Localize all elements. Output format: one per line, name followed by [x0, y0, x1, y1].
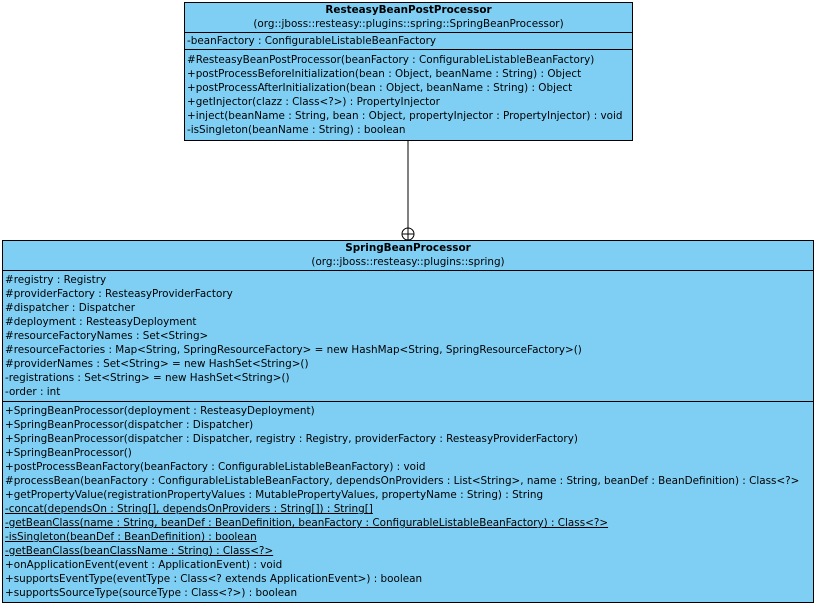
attribute-row[interactable]: -order : int	[5, 386, 61, 398]
operation-row[interactable]: +inject(beanName : String, bean : Object, propertyInjector : PropertyInjector) : void	[187, 110, 623, 122]
operation-row[interactable]: -isSingleton(beanName : String) : boolean	[187, 124, 406, 136]
attribute-row[interactable]: #providerFactory : ResteasyProviderFactory	[5, 288, 233, 300]
class-header	[3, 241, 813, 271]
operation-row[interactable]: +onApplicationEvent(event : ApplicationEvent) : void	[5, 559, 283, 571]
operations-section	[185, 50, 632, 137]
attribute-row[interactable]: -registrations : Set<String> = new HashSet<String>()	[5, 372, 290, 384]
attributes-section	[185, 33, 632, 50]
attribute-row[interactable]: -beanFactory : ConfigurableListableBeanFactory	[187, 35, 437, 47]
class-header	[185, 3, 632, 33]
class-package: (org::jboss::resteasy::plugins::spring)	[311, 256, 505, 268]
attributes-section	[3, 271, 813, 402]
operation-row[interactable]: +postProcessBeanFactory(beanFactory : ConfigurableListableBeanFactory) : void	[5, 461, 426, 473]
operation-row[interactable]: +SpringBeanProcessor(deployment : ResteasyDeployment)	[5, 405, 315, 417]
class-name: SpringBeanProcessor	[345, 242, 471, 254]
operation-row[interactable]: +supportsEventType(eventType : Class<? extends ApplicationEvent>) : boolean	[5, 573, 423, 585]
attribute-row[interactable]: #resourceFactories : Map<String, SpringResourceFactory> = new HashMap<String, SpringResourceFactory>()	[5, 344, 582, 356]
operation-row[interactable]: #processBean(beanFactory : ConfigurableListableBeanFactory, dependsOnProviders : List<String>, name : String, beanDef : BeanDefinition) : Class<?>	[5, 475, 800, 487]
class-package: (org::jboss::resteasy::plugins::spring::SpringBeanProcessor)	[253, 18, 564, 30]
nesting-anchor-icon	[402, 228, 414, 240]
operation-row[interactable]: +getInjector(clazz : Class<?>) : PropertyInjector	[187, 96, 440, 108]
class-resteasy-bean-post-processor[interactable]	[184, 2, 633, 141]
operation-row[interactable]: #ResteasyBeanPostProcessor(beanFactory : ConfigurableListableBeanFactory)	[187, 54, 595, 66]
operation-row[interactable]: +SpringBeanProcessor(dispatcher : Dispatcher)	[5, 419, 254, 431]
attribute-row[interactable]: #registry : Registry	[5, 274, 107, 286]
operation-row[interactable]: -concat(dependsOn : String[], dependsOnProviders : String[]) : String[]	[5, 503, 373, 515]
operation-row[interactable]: -isSingleton(beanDef : BeanDefinition) : boolean	[5, 531, 257, 543]
attribute-row[interactable]: #providerNames : Set<String> = new HashSet<String>()	[5, 358, 309, 370]
class-spring-bean-processor[interactable]	[2, 240, 814, 603]
attribute-row[interactable]: #resourceFactoryNames : Set<String>	[5, 330, 209, 342]
class-name: ResteasyBeanPostProcessor	[325, 4, 492, 16]
operation-row[interactable]: +postProcessAfterInitialization(bean : Object, beanName : String) : Object	[187, 82, 573, 94]
operation-row[interactable]: +postProcessBeforeInitialization(bean : Object, beanName : String) : Object	[187, 68, 582, 80]
operations-section	[3, 402, 813, 600]
attribute-row[interactable]: #dispatcher : Dispatcher	[5, 302, 136, 314]
operation-row[interactable]: +getPropertyValue(registrationPropertyValues : MutablePropertyValues, propertyName : String) : String	[5, 489, 544, 501]
operation-row[interactable]: +supportsSourceType(sourceType : Class<?>) : boolean	[5, 587, 298, 599]
operation-row[interactable]: +SpringBeanProcessor()	[5, 447, 132, 459]
operation-row[interactable]: +SpringBeanProcessor(dispatcher : Dispatcher, registry : Registry, providerFactory : ResteasyProviderFactory)	[5, 433, 578, 445]
operation-row[interactable]: -getBeanClass(name : String, beanDef : BeanDefinition, beanFactory : ConfigurableListableBeanFactory) : Class<?>	[5, 517, 609, 529]
attribute-row[interactable]: #deployment : ResteasyDeployment	[5, 316, 197, 328]
operation-row[interactable]: -getBeanClass(beanClassName : String) : Class<?>	[5, 545, 274, 557]
